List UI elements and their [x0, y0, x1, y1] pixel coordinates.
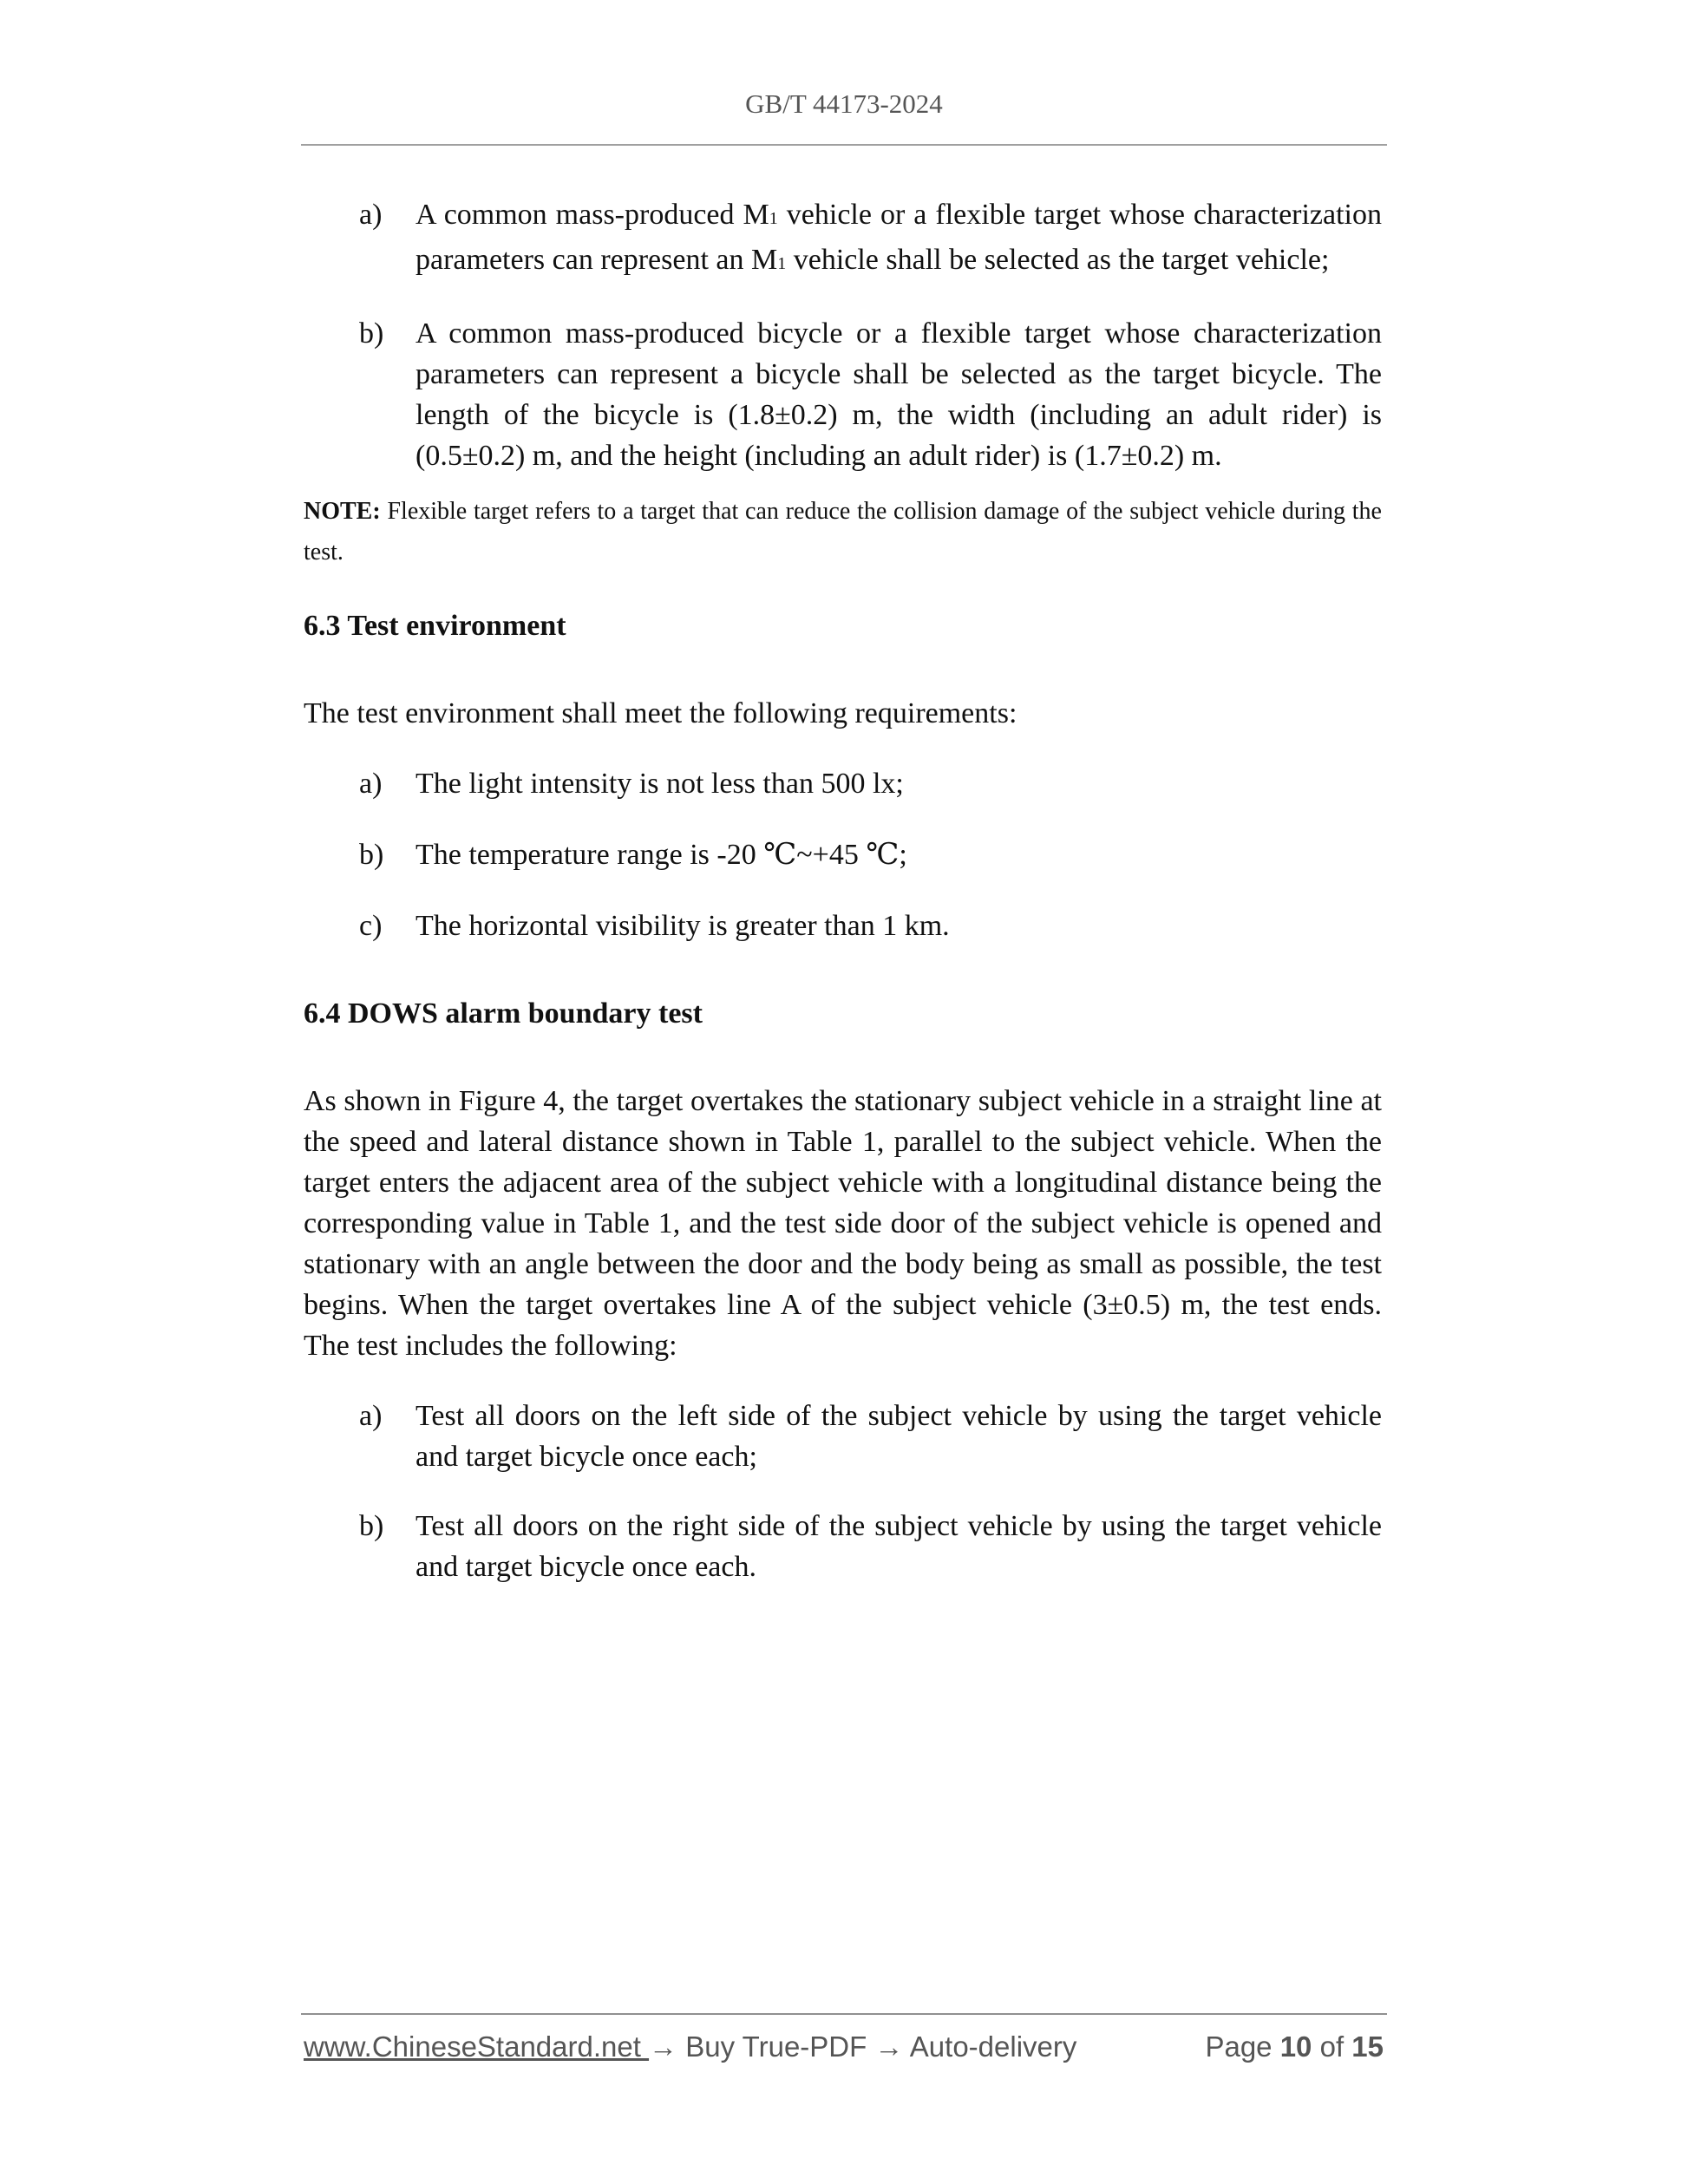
- chinesestandard-link[interactable]: www.ChineseStandard.net: [304, 2030, 650, 2063]
- list-text: Test all doors on the right side of the subject vehicle by using the target vehicle and target bicycle once each.: [415, 1510, 1382, 1583]
- auto-delivery-text: Auto-delivery: [903, 2030, 1077, 2063]
- list-text: The horizontal visibility is greater than 1 km.: [415, 910, 950, 942]
- buy-true-pdf-text: Buy True-PDF: [677, 2030, 875, 2063]
- footer-divider: [301, 2013, 1387, 2015]
- note-paragraph: [304, 491, 1382, 572]
- document-id-header: GB/T 44173-2024: [745, 88, 943, 119]
- list-text: A common mass-produced bicycle or a flexible target whose characterization parameters can represent a bicycle shall be selected as the target bicycle. The length of the bicycle is (1.8±0.2) m, the width (including an adult rider) is (0.5±0.2) m, and the height (including an adult rider) is (1.7±0.2) m.: [415, 317, 1382, 472]
- page-label: Page: [1205, 2030, 1280, 2063]
- section-heading-6-4: 6.4 DOWS alarm boundary test: [304, 997, 703, 1030]
- list-text: Test all doors on the left side of the subject vehicle by using the target vehicle and target bicycle once each;: [415, 1400, 1382, 1473]
- arrow-right-icon: →: [874, 2030, 904, 2063]
- page-total: 15: [1351, 2030, 1384, 2063]
- section-heading-6-3: 6.3 Test environment: [304, 610, 566, 642]
- header-divider: [301, 144, 1387, 146]
- list-item-light-intensity: [304, 763, 1382, 804]
- section-6-3-intro: The test environment shall meet the following requirements:: [304, 697, 1017, 729]
- note-text: Flexible target refers to a target that can reduce the collision damage of the subject vehicle during the test.: [304, 498, 1382, 566]
- section-6-4-paragraph: As shown in Figure 4, the target overtakes the stationary subject vehicle in a straight line at the speed and lateral distance shown in Table 1, parallel to the subject vehicle. When the target enters the adjacent area of the subject vehicle with a longitudinal distance being the corresponding value in Table 1, and the test side door of the subject vehicle is opened and stationary with an angle between the door and the body being as small as possible, the test begins. When the target overtakes line A of the subject vehicle (3±0.5) m, the test ends. The test includes the following:: [304, 1085, 1382, 1362]
- note-label: NOTE:: [304, 498, 381, 525]
- arrow-right-icon: →: [649, 2030, 678, 2063]
- list-item-left-doors: [304, 1396, 1382, 1477]
- list-marker: b): [359, 1510, 384, 1542]
- list-item-temperature: [304, 834, 1382, 875]
- list-marker: b): [359, 839, 384, 871]
- page-of: of: [1312, 2030, 1352, 2063]
- list-marker: c): [359, 910, 383, 942]
- page-current: 10: [1279, 2030, 1312, 2063]
- list-item-target-vehicle: [304, 194, 1382, 284]
- list-text: The temperature range is -20 ℃~+45 ℃;: [415, 839, 907, 871]
- list-text: The light intensity is not less than 500 lx;: [415, 768, 904, 800]
- list-item-visibility: [304, 906, 1382, 946]
- list-marker: b): [359, 317, 384, 350]
- list-item-right-doors: [304, 1506, 1382, 1587]
- list-marker: a): [359, 199, 383, 231]
- list-text: A common mass-produced M1 vehicle or a flexible target whose characterization parameters can represent an M1 vehicle shall be selected as the target vehicle;: [415, 199, 1382, 276]
- list-marker: a): [359, 1400, 383, 1432]
- list-marker: a): [359, 768, 383, 800]
- page-content: [304, 194, 1382, 1587]
- list-item-target-bicycle: [304, 313, 1382, 476]
- footer-promo: [304, 2028, 1076, 2066]
- page-number: [1205, 2028, 1384, 2066]
